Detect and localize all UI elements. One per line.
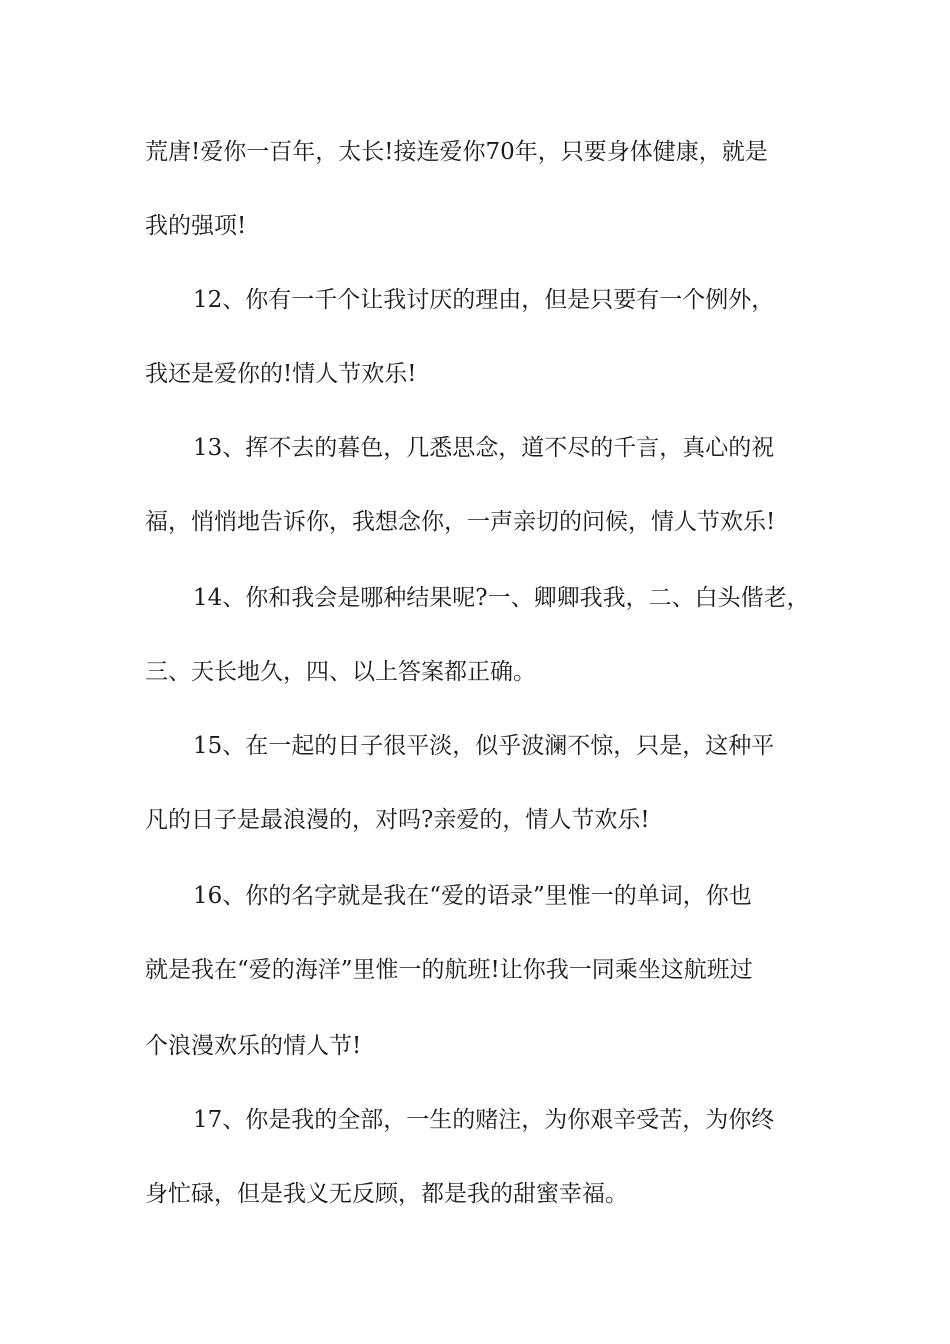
text-line: 身忙碌，但是我义无反顾，都是我的甜蜜幸福。 [145,1181,628,1207]
text-line: 三、天长地久，四、以上答案都正确。 [145,659,536,685]
paragraph-first-line: 14、你和我会是哪种结果呢?一、卿卿我我，二、白头偕老， [193,585,810,611]
text-line: 我的强项! [145,213,247,239]
paragraph-first-line: 16、你的名字就是我在“爱的语录”里惟一的单词，你也 [193,883,752,909]
text-line: 个浪漫欢乐的情人节! [145,1033,362,1059]
paragraph-first-line: 13、挥不去的暮色，几悉思念，道不尽的千言，真心的祝 [193,435,775,461]
paragraph-first-line: 15、在一起的日子很平淡，似乎波澜不惊，只是，这种平 [193,733,775,759]
text-line: 福，悄悄地告诉你，我想念你，一声亲切的问候，情人节欢乐! [145,509,776,535]
paragraph-first-line: 17、你是我的全部，一生的赌注，为你艰辛受苦，为你终 [193,1107,775,1133]
text-line: 凡的日子是最浪漫的，对吗?亲爱的，情人节欢乐! [145,807,650,833]
text-line: 荒唐!爱你一百年，太长!接连爱你70年，只要身体健康，就是 [145,139,768,165]
paragraph-first-line: 12、你有一千个让我讨厌的理由，但是只要有一个例外， [193,287,775,313]
text-line: 我还是爱你的!情人节欢乐! [145,361,417,387]
text-line: 就是我在“爱的海洋”里惟一的航班!让你我一同乘坐这航班过 [145,957,753,983]
